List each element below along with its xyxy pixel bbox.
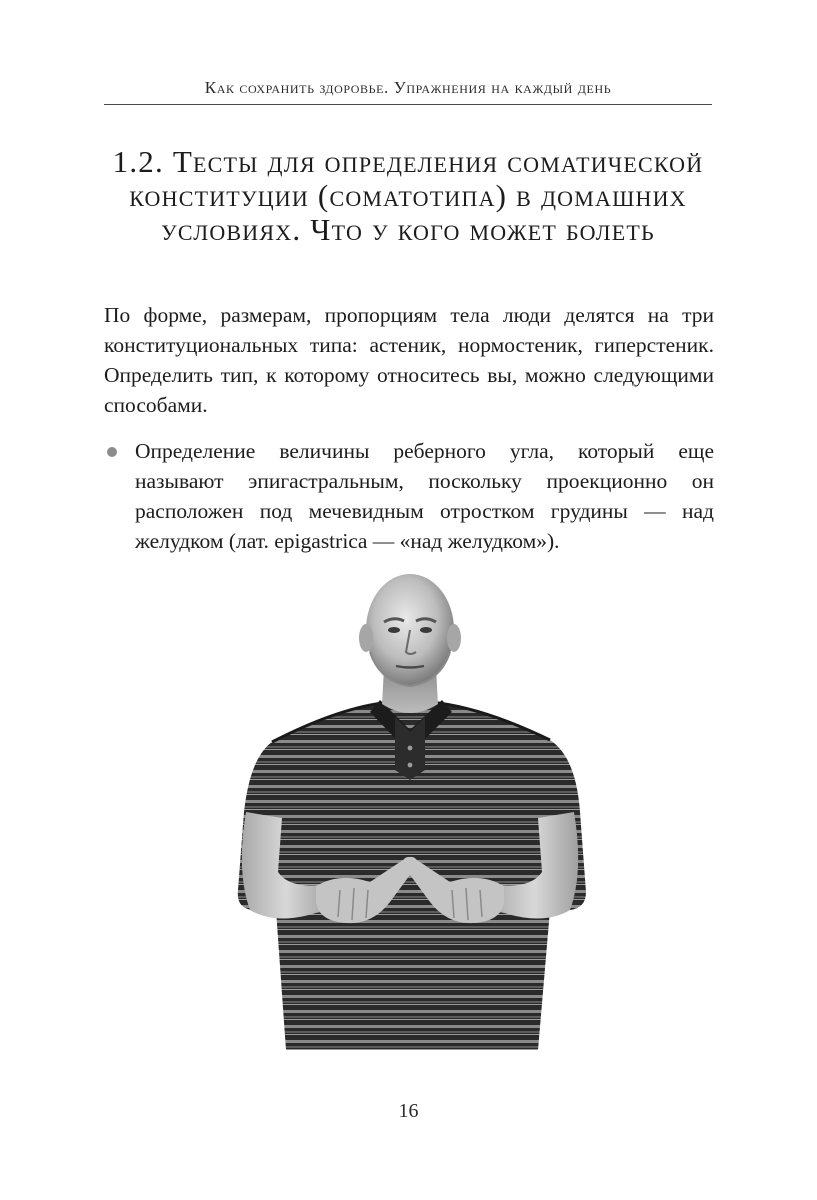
page-number: 16 bbox=[398, 1100, 419, 1122]
bullet-text: Определение величины реберного угла, который еще называют эпигастральным, поскольку проекционно он расположен под мечевидным отростком грудины — над желудком (лат. epigastrica — «над желудком»). bbox=[135, 439, 714, 553]
bullet-dot-icon bbox=[107, 447, 117, 457]
bullet-item bbox=[104, 436, 714, 556]
section-heading: 1.2. Тесты для определения соматической конституции (соматотипа) в домашних условиях. Что у кого может болеть bbox=[112, 144, 704, 247]
running-head: Как сохранить здоровье. Упражнения на каждый день bbox=[204, 78, 612, 97]
intro-paragraph: По форме, размерам, пропорциям тела люди делятся на три конституциональных типа: астеник, нормостеник, гиперстеник. Определить тип, к которому относитесь вы, можно следующими способами. bbox=[104, 303, 714, 417]
header-rule bbox=[104, 104, 712, 105]
bullet-list bbox=[104, 436, 714, 556]
photo-man-rib-angle bbox=[220, 572, 600, 1062]
